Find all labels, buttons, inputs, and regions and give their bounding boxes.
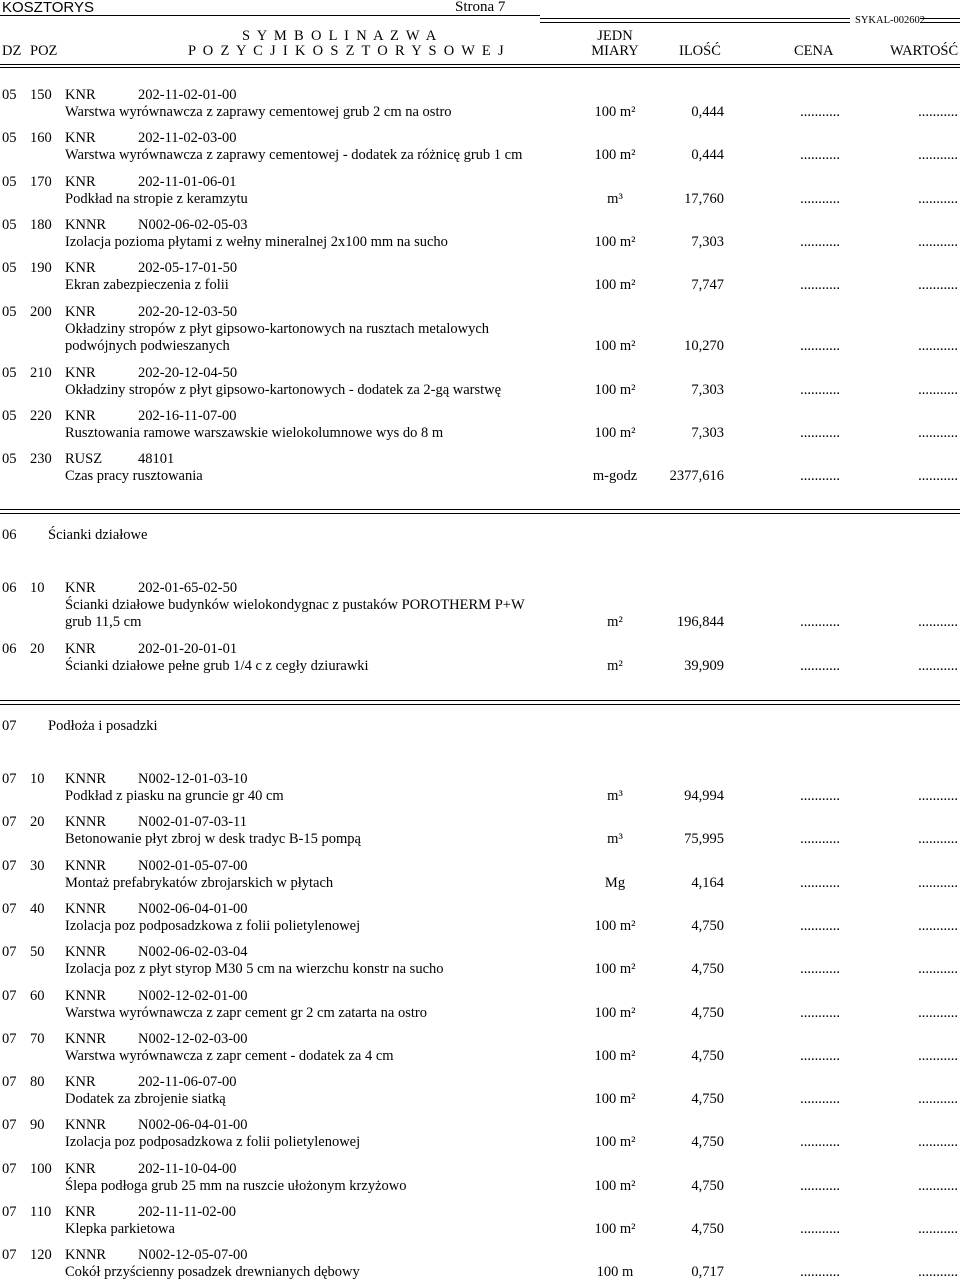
item-catalog: KNNR (65, 771, 107, 787)
item-catalog: KNNR (65, 1117, 107, 1134)
item-description: Montaż prefabrykatów zbrojarskich w płytach (65, 874, 334, 891)
item-dz: 07 (2, 900, 17, 917)
table-row (0, 641, 960, 681)
item-value: ........... (918, 1047, 958, 1064)
item-poz: 190 (30, 260, 52, 277)
item-value: ........... (918, 1264, 958, 1281)
document-title: KOSZTORYS (2, 0, 94, 16)
table-row (0, 901, 960, 941)
col-jedn-line1: JEDN (597, 28, 633, 44)
item-dz: 06 (2, 580, 17, 596)
item-value: ........... (918, 831, 958, 848)
item-dz: 05 (2, 130, 17, 147)
header-rule-mid (540, 18, 850, 23)
item-catalog: KNR (65, 1074, 96, 1091)
item-description: Warstwa wyrównawcza z zapr cement - dodatek za 4 cm (65, 1047, 394, 1064)
table-row (0, 1117, 960, 1157)
item-unit: 100 m² (594, 917, 636, 934)
item-description: Klepka parkietowa (65, 1221, 175, 1237)
item-quantity: 17,760 (684, 190, 724, 207)
col-symbol-line2: P O Z Y C J I K O S Z T O R Y S O W E J (188, 43, 506, 59)
item-poz: 10 (30, 580, 45, 596)
item-catalog: KNNR (65, 987, 107, 1004)
item-code: N002-06-04-01-00 (138, 900, 248, 917)
item-unit: 100 m² (594, 337, 636, 354)
item-value: ........... (918, 788, 958, 804)
item-unit: m² (607, 658, 623, 674)
item-dz: 05 (2, 364, 17, 381)
item-unit: 100 m² (594, 961, 636, 978)
item-unit: 100 m² (594, 1047, 636, 1064)
item-value: ........... (918, 1004, 958, 1021)
item-dz: 07 (2, 1204, 17, 1220)
header-bottom-rule-2 (0, 67, 960, 68)
item-poz: 40 (30, 900, 45, 917)
item-price: ........... (800, 104, 840, 120)
item-code: 202-11-02-01-00 (138, 87, 237, 103)
item-description: Okładziny stropów z płyt gipsowo-kartonowych na rusztach metalowych (65, 320, 490, 337)
item-quantity: 7,747 (691, 277, 724, 294)
item-value: ........... (918, 277, 958, 294)
item-dz: 07 (2, 857, 17, 874)
col-dz: DZ (2, 43, 22, 59)
item-unit: 100 m² (594, 277, 636, 294)
item-value: ........... (918, 104, 958, 120)
item-dz: 05 (2, 260, 17, 277)
item-quantity: 4,750 (691, 1047, 724, 1064)
item-quantity: 39,909 (684, 658, 724, 674)
item-catalog: KNR (65, 173, 96, 190)
item-description: Czas pracy rusztowania (65, 468, 203, 485)
item-catalog: KNR (65, 641, 96, 657)
item-price: ........... (800, 1091, 840, 1108)
item-value: ........... (918, 1221, 958, 1237)
item-value: ........... (918, 381, 958, 398)
item-dz: 07 (2, 944, 17, 961)
item-quantity: 4,750 (691, 961, 724, 978)
section-separator (0, 700, 960, 705)
item-poz: 10 (30, 771, 45, 787)
table-row (0, 130, 960, 170)
col-symbol-line1: S Y M B O L I N A Z W A (242, 28, 438, 44)
item-code: N002-12-05-07-00 (138, 1247, 248, 1264)
item-quantity: 4,164 (691, 874, 724, 891)
item-quantity: 0,444 (691, 147, 724, 164)
item-unit: 100 m² (594, 424, 636, 441)
item-price: ........... (800, 190, 840, 207)
table-row (0, 304, 960, 361)
section-number: 06 (2, 527, 17, 543)
item-price: ........... (800, 1134, 840, 1151)
item-description: Ślepa podłoga grub 25 mm na ruszcie ułożonym krzyżowo (65, 1177, 407, 1194)
item-dz: 05 (2, 451, 17, 468)
item-value: ........... (918, 233, 958, 250)
header-bottom-rule-1 (0, 64, 960, 65)
item-unit: 100 m² (594, 1091, 636, 1108)
item-catalog: RUSZ (65, 451, 103, 468)
table-row (0, 260, 960, 300)
item-code: 202-05-17-01-50 (138, 260, 238, 277)
item-code: 202-11-06-07-00 (138, 1074, 237, 1091)
item-poz: 60 (30, 987, 45, 1004)
item-poz: 90 (30, 1117, 45, 1134)
table-row (0, 944, 960, 984)
page-number: Strona 7 (455, 0, 506, 15)
table-row (0, 451, 960, 491)
item-description: Izolacja poz podposadzkowa z folii polietylenowej (65, 917, 361, 934)
table-row (0, 1247, 960, 1287)
item-code: 202-11-10-04-00 (138, 1160, 237, 1177)
item-description: Warstwa wyrównawcza z zapr cement gr 2 cm zatarta na ostro (65, 1004, 427, 1021)
item-poz: 220 (30, 407, 52, 424)
item-unit: 100 m² (594, 147, 636, 164)
item-description: Ścianki działowe pełne grub 1/4 c z cegły dziurawki (65, 658, 369, 674)
item-poz: 50 (30, 944, 45, 961)
item-poz: 20 (30, 814, 45, 831)
item-catalog: KNNR (65, 216, 107, 233)
document-code: SYKAL-002602 (855, 15, 925, 26)
item-poz: 160 (30, 130, 52, 147)
item-dz: 07 (2, 814, 17, 831)
item-catalog: KNR (65, 130, 96, 147)
item-catalog: KNR (65, 1204, 96, 1220)
item-value: ........... (918, 190, 958, 207)
item-price: ........... (800, 917, 840, 934)
item-description: Warstwa wyrównawcza z zaprawy cementowej - dodatek za różnicę grub 1 cm (65, 147, 523, 164)
item-catalog: KNNR (65, 900, 107, 917)
item-code: N002-12-02-03-00 (138, 1030, 248, 1047)
item-unit: 100 m² (594, 233, 636, 250)
table-row (0, 1031, 960, 1071)
col-jedn-line2: MIARY (591, 43, 639, 59)
table-row (0, 1204, 960, 1244)
item-poz: 100 (30, 1160, 52, 1177)
item-unit: 100 m² (594, 1004, 636, 1021)
item-price: ........... (800, 1047, 840, 1064)
item-unit: 100 m² (594, 1177, 636, 1194)
item-catalog: KNR (65, 407, 96, 424)
item-quantity: 4,750 (691, 1177, 724, 1194)
item-quantity: 4,750 (691, 917, 724, 934)
item-dz: 07 (2, 1247, 17, 1264)
item-dz: 05 (2, 303, 17, 320)
table-row (0, 408, 960, 448)
item-quantity: 4,750 (691, 1004, 724, 1021)
item-quantity: 4,750 (691, 1134, 724, 1151)
item-code: 48101 (138, 451, 175, 468)
item-unit: 100 m² (594, 104, 636, 120)
item-unit: 100 m² (594, 381, 636, 398)
item-value: ........... (918, 337, 958, 354)
item-dz: 07 (2, 771, 17, 787)
col-wartosc: WARTOŚĆ (890, 43, 959, 59)
item-quantity: 196,844 (676, 614, 724, 630)
item-catalog: KNNR (65, 1030, 107, 1047)
item-description: Cokół przyścienny posadzek drewnianych dębowy (65, 1264, 360, 1281)
item-unit: m³ (607, 190, 623, 207)
item-catalog: KNNR (65, 857, 107, 874)
item-quantity: 4,750 (691, 1091, 724, 1108)
item-unit: m³ (607, 788, 623, 804)
item-price: ........... (800, 147, 840, 164)
item-poz: 210 (30, 364, 52, 381)
item-price: ........... (800, 961, 840, 978)
table-row (0, 580, 960, 637)
item-price: ........... (800, 381, 840, 398)
item-unit: m³ (607, 831, 623, 848)
item-price: ........... (800, 658, 840, 674)
table-row (0, 771, 960, 811)
item-description: Podkład z piasku na gruncie gr 40 cm (65, 788, 284, 804)
table-row (0, 365, 960, 405)
item-poz: 230 (30, 451, 52, 468)
item-unit: m-godz (592, 468, 638, 485)
item-description: Podkład na stropie z keramzytu (65, 190, 248, 207)
table-row (0, 217, 960, 257)
item-catalog: KNR (65, 303, 96, 320)
item-dz: 07 (2, 987, 17, 1004)
item-quantity: 7,303 (691, 424, 724, 441)
item-dz: 07 (2, 1160, 17, 1177)
item-unit: 100 m² (594, 1134, 636, 1151)
item-code: N002-12-02-01-00 (138, 987, 248, 1004)
item-value: ........... (918, 658, 958, 674)
item-value: ........... (918, 468, 958, 485)
item-poz: 110 (30, 1204, 52, 1220)
item-price: ........... (800, 831, 840, 848)
item-poz: 20 (30, 641, 45, 657)
item-quantity: 7,303 (691, 381, 724, 398)
item-poz: 180 (30, 216, 52, 233)
item-price: ........... (800, 788, 840, 804)
item-quantity: 2377,616 (669, 468, 724, 485)
item-price: ........... (800, 874, 840, 891)
section-separator (0, 509, 960, 514)
item-catalog: KNR (65, 87, 96, 103)
item-poz: 70 (30, 1030, 45, 1047)
item-description: Izolacja poz z płyt styrop M30 5 cm na wierzchu konstr na sucho (65, 961, 444, 978)
item-description: Betonowanie płyt zbroj w desk tradyc B-15 pompą (65, 831, 361, 848)
item-catalog: KNNR (65, 1247, 107, 1264)
item-unit: Mg (604, 874, 626, 891)
item-dz: 05 (2, 173, 17, 190)
table-row (0, 174, 960, 214)
item-description: Ekran zabezpieczenia z folii (65, 277, 229, 294)
item-price: ........... (800, 337, 840, 354)
table-row (0, 814, 960, 854)
item-quantity: 10,270 (684, 337, 724, 354)
item-price: ........... (800, 614, 840, 630)
section-title: Podłoża i posadzki (48, 718, 158, 734)
item-code: 202-20-12-03-50 (138, 303, 238, 320)
item-poz: 200 (30, 303, 52, 320)
item-dz: 06 (2, 641, 17, 657)
item-description: Warstwa wyrównawcza z zaprawy cementowej grub 2 cm na ostro (65, 104, 452, 120)
col-ilosc: ILOŚĆ (679, 43, 721, 59)
item-price: ........... (800, 233, 840, 250)
table-row (0, 988, 960, 1028)
col-cena: CENA (794, 43, 834, 59)
item-dz: 07 (2, 1030, 17, 1047)
item-dz: 05 (2, 407, 17, 424)
item-quantity: 94,994 (684, 788, 724, 804)
item-value: ........... (918, 424, 958, 441)
item-quantity: 75,995 (684, 831, 724, 848)
section-title: Ścianki działowe (48, 527, 148, 543)
header-rule-right (920, 18, 960, 23)
item-poz: 30 (30, 857, 45, 874)
item-code: 202-11-01-06-01 (138, 173, 237, 190)
item-code: 202-01-65-02-50 (138, 580, 238, 596)
table-row (0, 858, 960, 898)
item-price: ........... (800, 424, 840, 441)
item-description: podwójnych podwieszanych (65, 337, 230, 354)
item-dz: 07 (2, 1117, 17, 1134)
item-value: ........... (918, 1177, 958, 1194)
item-price: ........... (800, 1004, 840, 1021)
item-poz: 170 (30, 173, 52, 190)
item-catalog: KNR (65, 364, 96, 381)
item-catalog: KNR (65, 260, 96, 277)
table-row (0, 87, 960, 127)
item-dz: 05 (2, 216, 17, 233)
item-value: ........... (918, 961, 958, 978)
item-dz: 05 (2, 87, 17, 103)
item-catalog: KNNR (65, 944, 107, 961)
item-price: ........... (800, 1177, 840, 1194)
item-code: N002-12-01-03-10 (138, 771, 248, 787)
section-number: 07 (2, 718, 17, 734)
item-catalog: KNR (65, 1160, 96, 1177)
item-quantity: 4,750 (691, 1221, 724, 1237)
item-poz: 150 (30, 87, 52, 103)
item-code: N002-06-02-03-04 (138, 944, 248, 961)
item-code: N002-06-04-01-00 (138, 1117, 248, 1134)
table-row (0, 1161, 960, 1201)
item-unit: 100 m (596, 1264, 634, 1281)
item-value: ........... (918, 917, 958, 934)
item-unit: 100 m² (594, 1221, 636, 1237)
item-price: ........... (800, 277, 840, 294)
item-value: ........... (918, 1091, 958, 1108)
item-quantity: 0,717 (691, 1264, 724, 1281)
item-description: Dodatek za zbrojenie siatką (65, 1091, 226, 1108)
item-code: 202-16-11-07-00 (138, 407, 237, 424)
item-description: Izolacja poz podposadzkowa z folii polietylenowej (65, 1134, 361, 1151)
item-unit: m² (607, 614, 623, 630)
item-poz: 80 (30, 1074, 45, 1091)
item-price: ........... (800, 1221, 840, 1237)
item-code: N002-01-05-07-00 (138, 857, 248, 874)
item-catalog: KNNR (65, 814, 107, 831)
item-description: Ścianki działowe budynków wielokondygnac z pustaków POROTHERM P+W (65, 597, 525, 613)
item-price: ........... (800, 468, 840, 485)
item-code: 202-11-02-03-00 (138, 130, 237, 147)
item-description: grub 11,5 cm (65, 614, 142, 630)
item-description: Izolacja pozioma płytami z wełny mineralnej 2x100 mm na sucho (65, 233, 448, 250)
item-dz: 07 (2, 1074, 17, 1091)
item-description: Rusztowania ramowe warszawskie wielokolumnowe wys do 8 m (65, 424, 444, 441)
item-code: N002-06-02-05-03 (138, 216, 248, 233)
item-value: ........... (918, 614, 958, 630)
item-value: ........... (918, 874, 958, 891)
item-value: ........... (918, 1134, 958, 1151)
table-row (0, 1074, 960, 1114)
item-price: ........... (800, 1264, 840, 1281)
item-code: N002-01-07-03-11 (138, 814, 247, 831)
item-quantity: 7,303 (691, 233, 724, 250)
item-catalog: KNR (65, 580, 96, 596)
item-code: 202-11-11-02-00 (138, 1204, 236, 1220)
item-description: Okładziny stropów z płyt gipsowo-kartonowych - dodatek za 2-gą warstwę (65, 381, 502, 398)
item-code: 202-01-20-01-01 (138, 641, 238, 657)
col-poz: POZ (30, 43, 58, 59)
item-value: ........... (918, 147, 958, 164)
item-code: 202-20-12-04-50 (138, 364, 238, 381)
item-quantity: 0,444 (691, 104, 724, 120)
item-poz: 120 (30, 1247, 52, 1264)
